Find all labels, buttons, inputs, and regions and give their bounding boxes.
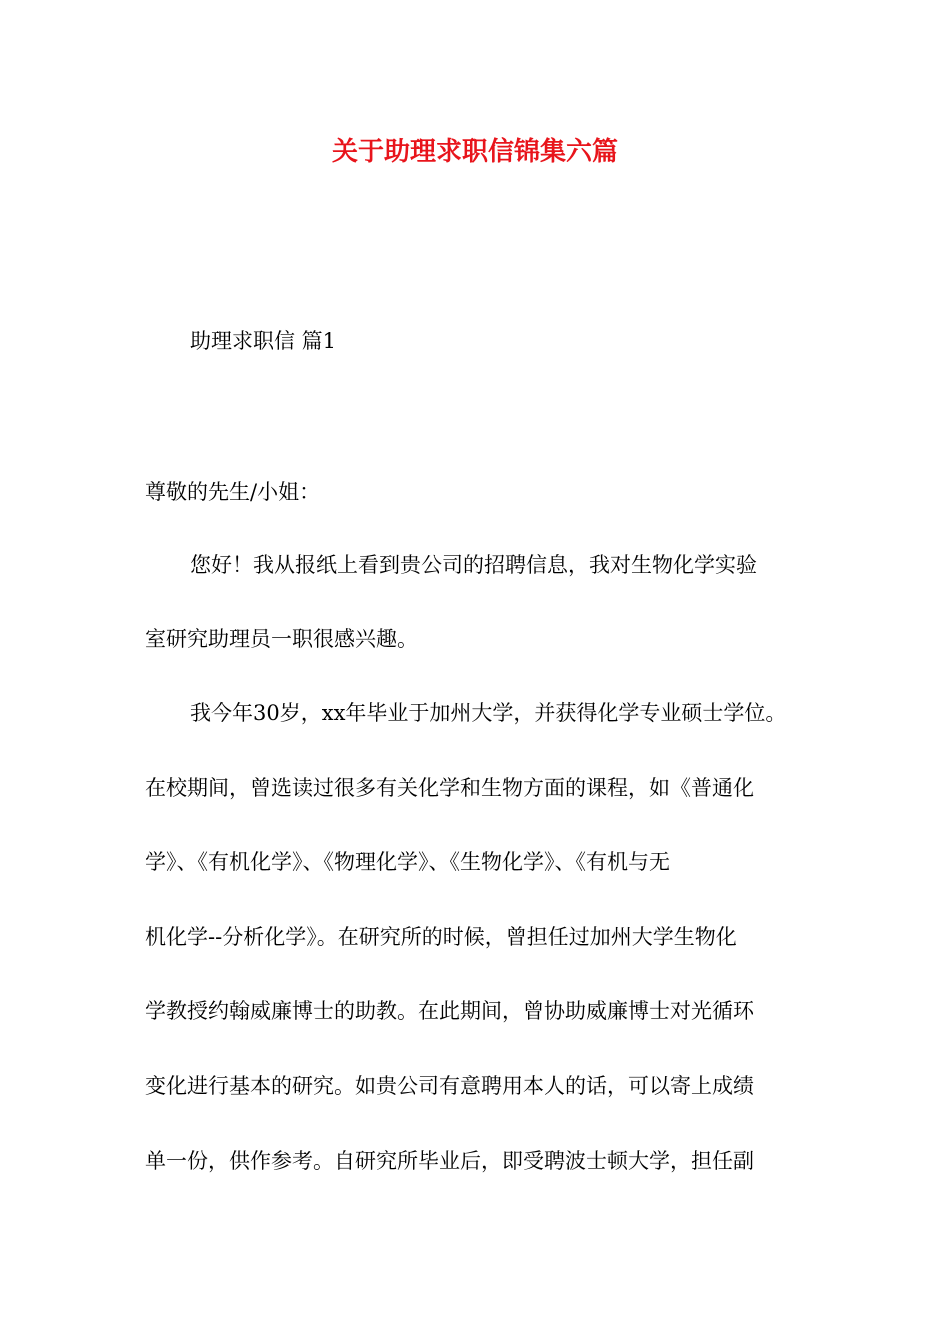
paragraph-line: 单一份，供作参考。自研究所毕业后，即受聘波士顿大学，担任副 — [145, 1149, 754, 1173]
paragraph-line: 机化学--分析化学》。在研究所的时候，曾担任过加州大学生物化 — [145, 925, 737, 949]
paragraph-line: 学》、《有机化学》、《物理化学》、《生物化学》、《有机与无 — [145, 850, 670, 874]
paragraph-line: 在校期间，曾选读过很多有关化学和生物方面的课程，如《普通化 — [145, 776, 754, 800]
paragraph-line: 变化进行基本的研究。如贵公司有意聘用本人的话，可以寄上成绩 — [145, 1074, 754, 1098]
salutation: 尊敬的先生/小姐： — [145, 480, 321, 504]
paragraph-line: 我今年30岁，xx年毕业于加州大学，并获得化学专业硕士学位。 — [190, 701, 787, 725]
paragraph-line: 您好！我从报纸上看到贵公司的招聘信息，我对生物化学实验 — [190, 553, 757, 577]
section-heading: 助理求职信 篇1 — [190, 329, 337, 353]
paragraph-line: 室研究助理员一职很感兴趣。 — [145, 627, 418, 651]
document-title: 关于助理求职信锦集六篇 — [331, 137, 618, 167]
paragraph-line: 学教授约翰威廉博士的助教。在此期间，曾协助威廉博士对光循环 — [145, 999, 754, 1023]
